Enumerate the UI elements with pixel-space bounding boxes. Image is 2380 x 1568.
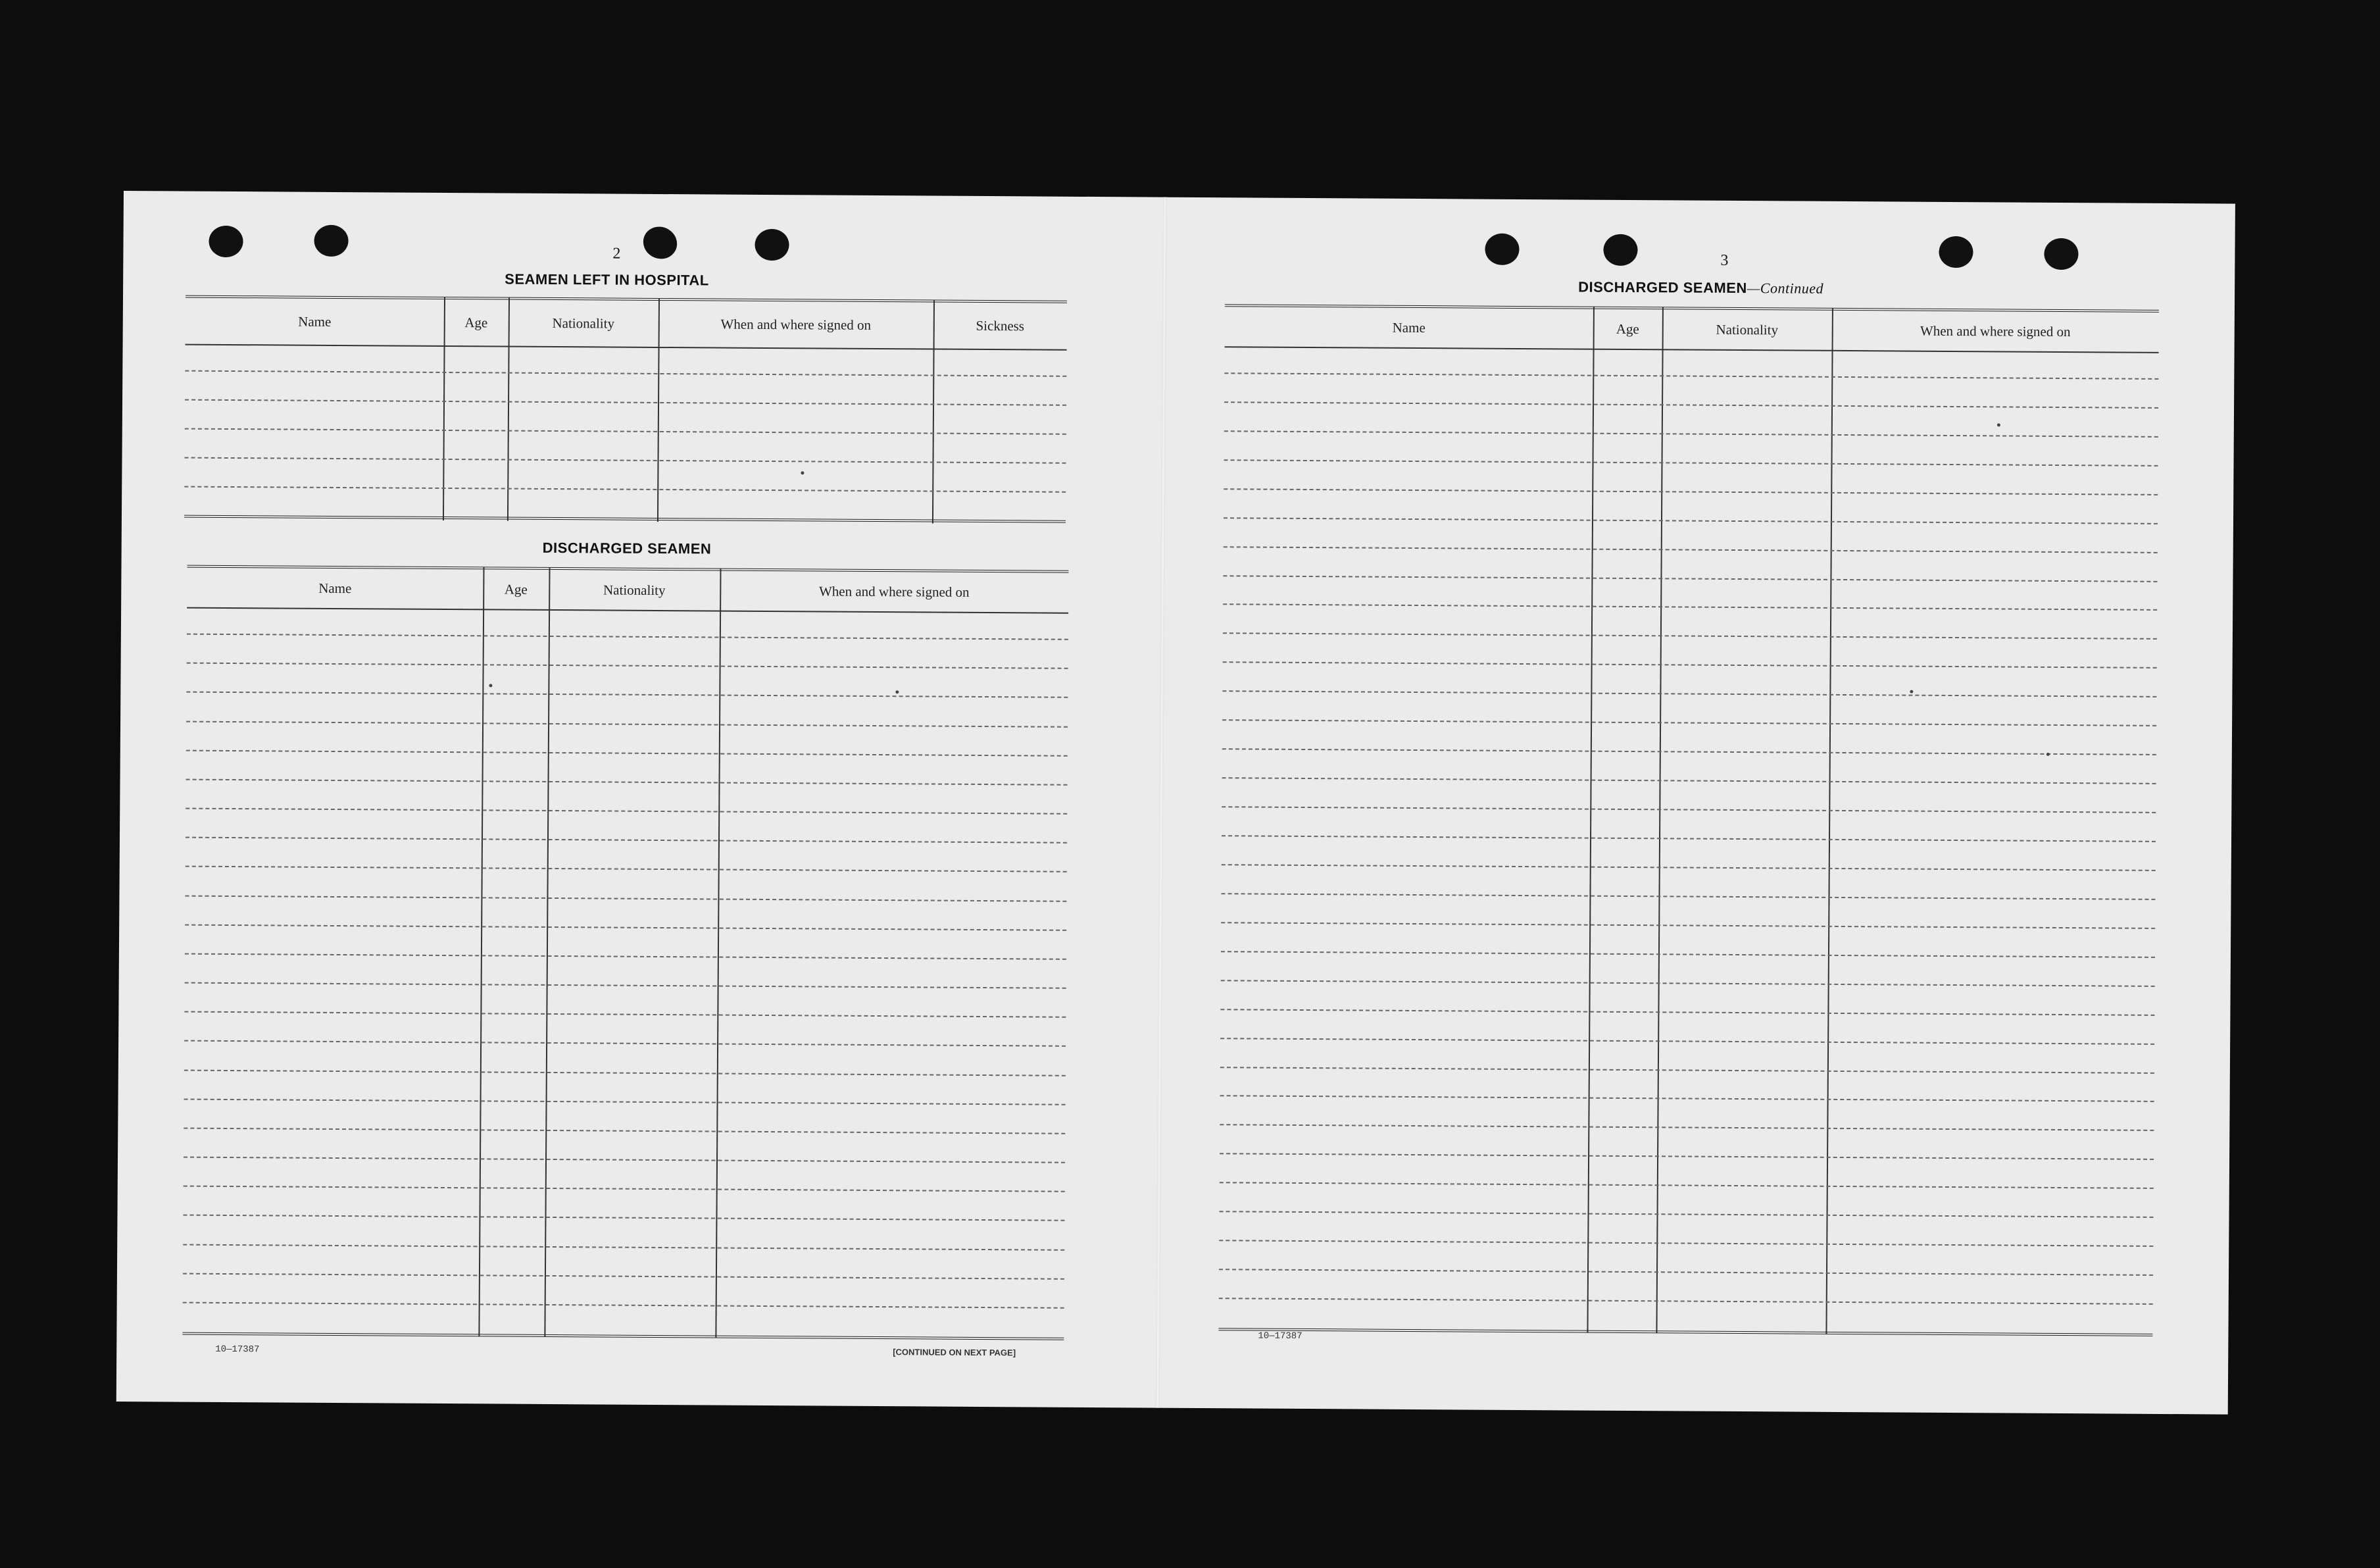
- continued-suffix: —Continued: [1747, 280, 1824, 297]
- table-row: [1220, 1009, 2154, 1016]
- table-row: [1222, 748, 2156, 755]
- scan-speck: [1997, 423, 2000, 426]
- page-number-left: 2: [612, 245, 621, 263]
- column-header-age: Age: [1616, 320, 1639, 337]
- table-row: [1224, 401, 2158, 409]
- table-row: [186, 779, 1068, 786]
- table-row: [185, 982, 1066, 989]
- punch-hole: [1939, 236, 1973, 268]
- table-row: [184, 1011, 1066, 1018]
- hospital-section-title: SEAMEN LEFT IN HOSPITAL: [505, 270, 709, 289]
- column-header-name: Name: [298, 313, 332, 330]
- table-row: [184, 1040, 1066, 1047]
- table-row: [187, 663, 1068, 669]
- table-row: [1220, 1124, 2154, 1131]
- column-header-age: Age: [504, 581, 528, 597]
- table-row: [1223, 632, 2157, 640]
- table-row: [187, 634, 1068, 640]
- punch-hole: [1485, 234, 1519, 265]
- table-row: [1220, 1182, 2154, 1189]
- table-row: [1220, 1038, 2154, 1045]
- center-fold: [1156, 197, 1167, 1408]
- table-row: [1221, 980, 2155, 987]
- column-divider: [544, 567, 550, 1337]
- table-row: [183, 1215, 1064, 1221]
- column-header-sickness: Sickness: [976, 317, 1025, 334]
- table-row: [1220, 1067, 2154, 1074]
- table-row: [185, 953, 1066, 960]
- table-row: [1222, 719, 2156, 726]
- table-row: [1222, 806, 2156, 813]
- table-row: [1220, 1095, 2154, 1102]
- hospital-table: [184, 295, 1067, 524]
- table-row: [1223, 661, 2157, 669]
- table-row: [184, 1157, 1065, 1163]
- column-header-when-where: When and where signed on: [720, 316, 872, 333]
- table-row: [1224, 430, 2158, 438]
- page-number-right: 3: [1720, 251, 1729, 269]
- table-row: [1224, 546, 2158, 553]
- punch-hole: [755, 229, 789, 261]
- column-divider: [715, 569, 721, 1338]
- table-row: [1220, 1153, 2154, 1160]
- column-divider: [1656, 307, 1664, 1333]
- table-row: [1224, 488, 2158, 495]
- table-row: [186, 866, 1067, 873]
- table-row: [1219, 1298, 2153, 1305]
- table-row: [186, 692, 1068, 698]
- table-row: [1222, 835, 2156, 842]
- discharged-section-title: DISCHARGED SEAMEN: [542, 539, 712, 557]
- table-bottom-rule: [1218, 1328, 2152, 1336]
- table-row: [186, 721, 1068, 728]
- discharged-continued-table: [1218, 304, 2159, 1336]
- punch-hole: [1603, 234, 1637, 266]
- table-row: [1220, 1211, 2154, 1218]
- table-row: [185, 924, 1066, 931]
- table-row: [1221, 951, 2155, 958]
- scan-speck: [895, 690, 899, 694]
- column-header-nationality: Nationality: [552, 315, 615, 332]
- document-sheet: [116, 191, 2235, 1415]
- punch-hole: [209, 226, 243, 257]
- table-row: [186, 837, 1067, 844]
- form-number-left: 10—17387: [215, 1344, 260, 1355]
- column-header-name: Name: [318, 580, 352, 596]
- table-row: [1222, 690, 2156, 697]
- table-row: [1224, 372, 2158, 380]
- table-row: [184, 1186, 1065, 1192]
- table-row: [1224, 517, 2158, 524]
- table-row: [184, 1070, 1066, 1076]
- column-header-when-where: When and where signed on: [818, 582, 970, 600]
- table-row: [1224, 459, 2158, 467]
- discharged-continued-table-header: [1225, 304, 2159, 353]
- discharged-table: [182, 565, 1068, 1340]
- table-row: [186, 808, 1067, 815]
- table-row: [1222, 777, 2156, 784]
- column-divider: [1587, 307, 1595, 1333]
- punch-hole: [314, 225, 348, 257]
- column-header-name: Name: [1392, 319, 1426, 336]
- scan-speck: [2046, 753, 2050, 756]
- continued-note: [CONTINUED ON NEXT PAGE]: [893, 1347, 1016, 1358]
- table-row: [1221, 922, 2155, 929]
- table-row: [184, 1128, 1065, 1134]
- column-header-nationality: Nationality: [603, 581, 666, 598]
- table-row: [186, 750, 1068, 757]
- form-number-right: 10—17387: [1258, 1330, 1302, 1342]
- table-row: [1223, 575, 2157, 582]
- punch-hole: [638, 221, 683, 265]
- table-row: [1219, 1269, 2153, 1276]
- scan-speck: [1910, 690, 1913, 694]
- table-row: [185, 896, 1066, 902]
- column-header-when-where: When and where signed on: [1920, 322, 2071, 340]
- discharged-table-header: [187, 565, 1068, 614]
- column-header-nationality: Nationality: [1716, 321, 1779, 338]
- table-row: [183, 1273, 1064, 1280]
- table-row: [1221, 893, 2155, 900]
- scan-speck: [801, 471, 804, 474]
- discharged-continued-title-text: DISCHARGED SEAMEN: [1578, 278, 1747, 297]
- column-divider: [478, 567, 484, 1336]
- table-row: [183, 1302, 1064, 1309]
- table-row: [1223, 603, 2157, 611]
- punch-hole: [2044, 238, 2078, 270]
- discharged-continued-title: [1578, 279, 1823, 297]
- scan-speck: [489, 684, 492, 687]
- column-header-age: Age: [464, 314, 488, 330]
- table-row: [1219, 1240, 2153, 1247]
- table-bottom-rule: [182, 1332, 1064, 1340]
- column-divider: [1825, 308, 1833, 1334]
- table-row: [184, 1099, 1066, 1105]
- table-row: [1222, 864, 2156, 871]
- table-row: [183, 1244, 1064, 1251]
